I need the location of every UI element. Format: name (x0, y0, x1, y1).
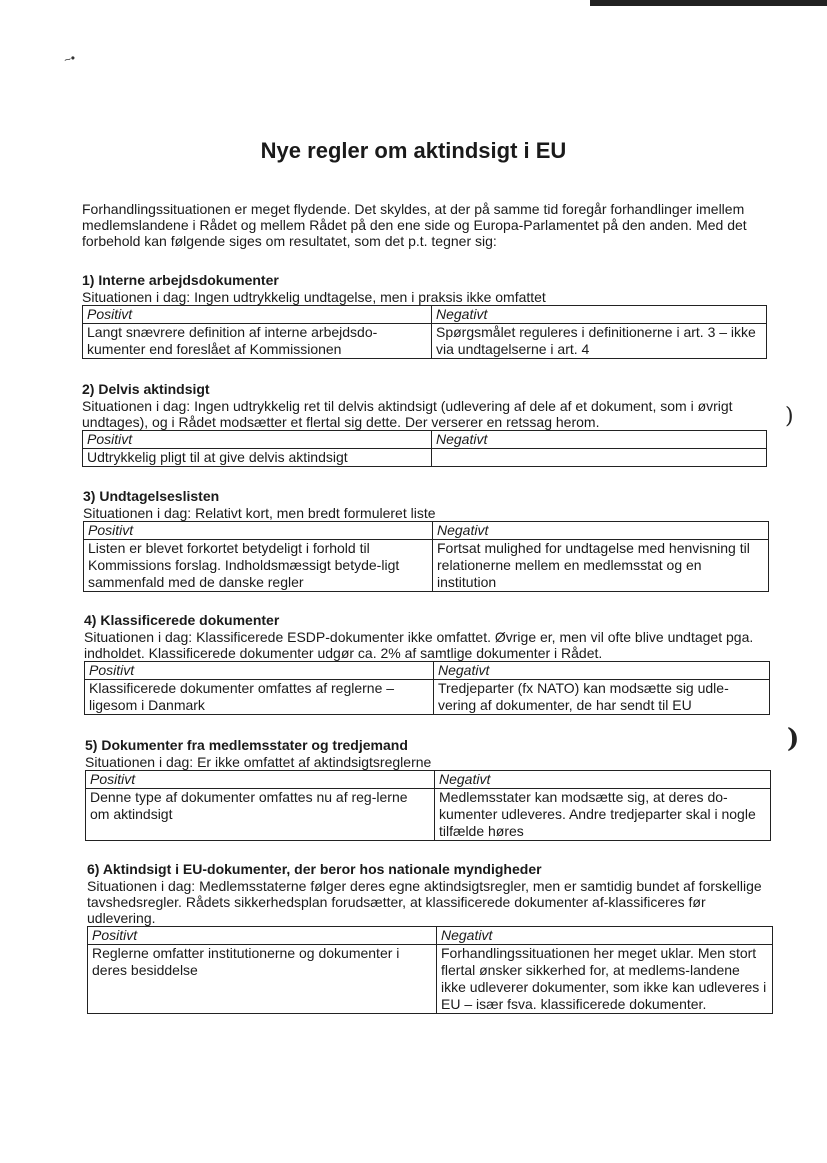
negative-header: Negativt (432, 306, 767, 324)
table-row (83, 324, 767, 359)
positive-header: Positivt (84, 522, 433, 540)
scan-top-rule (590, 0, 827, 6)
negative-cell: Forhandlingssituationen her meget uklar. Men stort flertal ønsker sikkerhed for, at medlems-landene ikke udleverer dokumenter, som ikke kan udleveres i EU – især fsva. klassificerede dokumenter. (437, 945, 773, 1014)
table-header-row (86, 771, 771, 789)
negative-header: Negativt (434, 662, 770, 680)
positive-header: Positivt (86, 771, 435, 789)
negative-header: Negativt (437, 927, 773, 945)
section-heading: 6) Aktindsigt i EU-dokumenter, der beror hos nationale myndigheder (87, 861, 542, 877)
negative-header: Negativt (435, 771, 771, 789)
negative-cell (432, 449, 767, 467)
section-heading: 2) Delvis aktindsigt (82, 381, 210, 397)
negative-cell: Medlemsstater kan modsætte sig, at deres do-kumenter udleveres. Andre tredjeparter skal i nogle tilfælde høres (435, 789, 771, 841)
negative-cell: Fortsat mulighed for undtagelse med henvisning til relationerne mellem en medlemsstat og en institution (433, 540, 769, 592)
scan-mark: ~• (62, 50, 78, 68)
comparison-table (85, 770, 771, 841)
comparison-table (87, 926, 773, 1014)
section-3 (83, 488, 769, 592)
section-heading: 4) Klassificerede dokumenter (84, 612, 280, 628)
section-situation: Situationen i dag: Medlemsstaterne følger deres egne aktindsigtsregler, men er samtidig bundet af forskellige tavshedsregler. Rådets sikkerhedsplan forudsætter, at klassificerede dokumenter af-klassificeres før udlevering. (87, 878, 762, 926)
table-row (84, 540, 769, 592)
margin-mark: ) (787, 724, 800, 754)
comparison-table (84, 661, 770, 715)
table-row (85, 680, 770, 715)
section-situation: Situationen i dag: Er ikke omfattet af aktindsigtsreglerne (85, 754, 432, 770)
comparison-table (83, 521, 769, 592)
table-row (83, 449, 767, 467)
negative-header: Negativt (433, 522, 769, 540)
margin-mark: ) (785, 404, 794, 429)
comparison-table (82, 430, 767, 467)
table-header-row (84, 522, 769, 540)
positive-header: Positivt (83, 306, 432, 324)
page-title: Nye regler om aktindsigt i EU (260, 138, 567, 163)
section-heading: 5) Dokumenter fra medlemsstater og tredjemand (85, 737, 408, 753)
negative-cell: Spørgsmålet reguleres i definitionerne i art. 3 – ikke via undtagelserne i art. 4 (432, 324, 767, 359)
positive-header: Positivt (83, 431, 432, 449)
section-5 (85, 737, 771, 841)
comparison-table (82, 305, 767, 359)
positive-cell: Listen er blevet forkortet betydeligt i forhold til Kommissions forslag. Indholdsmæssigt betyde-ligt sammenfald med de danske regler (84, 540, 433, 592)
table-header-row (85, 662, 770, 680)
table-header-row (83, 431, 767, 449)
positive-header: Positivt (85, 662, 434, 680)
intro-paragraph: Forhandlingssituationen er meget flydende. Det skyldes, at der på samme tid foregår forhandlinger imellem medlemslandene i Rådet og mellem Rådet på den ene side og Europa-Parlamentet på den anden. Med det forbehold kan følgende siges om resultatet, som det p.t. tegner sig: (82, 201, 747, 249)
section-heading: 1) Interne arbejdsdokumenter (82, 272, 279, 288)
section-heading: 3) Undtagelseslisten (83, 488, 220, 504)
negative-header: Negativt (432, 431, 767, 449)
positive-cell: Klassificerede dokumenter omfattes af reglerne – ligesom i Danmark (85, 680, 434, 715)
table-row (86, 789, 771, 841)
positive-cell: Langt snævrere definition af interne arbejdsdo-kumenter end foreslået af Kommissionen (83, 324, 432, 359)
negative-cell: Tredjeparter (fx NATO) kan modsætte sig udle-vering af dokumenter, de har sendt til EU (434, 680, 770, 715)
section-situation: Situationen i dag: Klassificerede ESDP-dokumenter ikke omfattet. Øvrige er, men vil ofte blive undtaget pga. indholdet. Klassificerede dokumenter udgør ca. 2% af samtlige dokumenter i Rådet. (84, 629, 754, 661)
positive-cell: Denne type af dokumenter omfattes nu af reg-lerne om aktindsigt (86, 789, 435, 841)
section-1 (82, 272, 767, 359)
table-row (88, 945, 773, 1014)
positive-cell: Udtrykkelig pligt til at give delvis aktindsigt (83, 449, 432, 467)
positive-cell: Reglerne omfatter institutionerne og dokumenter i deres besiddelse (88, 945, 437, 1014)
table-header-row (88, 927, 773, 945)
positive-header: Positivt (88, 927, 437, 945)
table-header-row (83, 306, 767, 324)
section-situation: Situationen i dag: Ingen udtrykkelig ret til delvis aktindsigt (udlevering af dele af et dokument, som i øvrigt undtages), og i Rådet modsætter et flertal sig dette. Der verserer en retssag herom. (82, 398, 733, 430)
section-4 (84, 612, 770, 715)
section-6 (87, 861, 773, 1014)
section-2 (82, 381, 767, 467)
section-situation: Situationen i dag: Relativt kort, men bredt formuleret liste (83, 505, 436, 521)
section-situation: Situationen i dag: Ingen udtrykkelig undtagelse, men i praksis ikke omfattet (82, 289, 546, 305)
